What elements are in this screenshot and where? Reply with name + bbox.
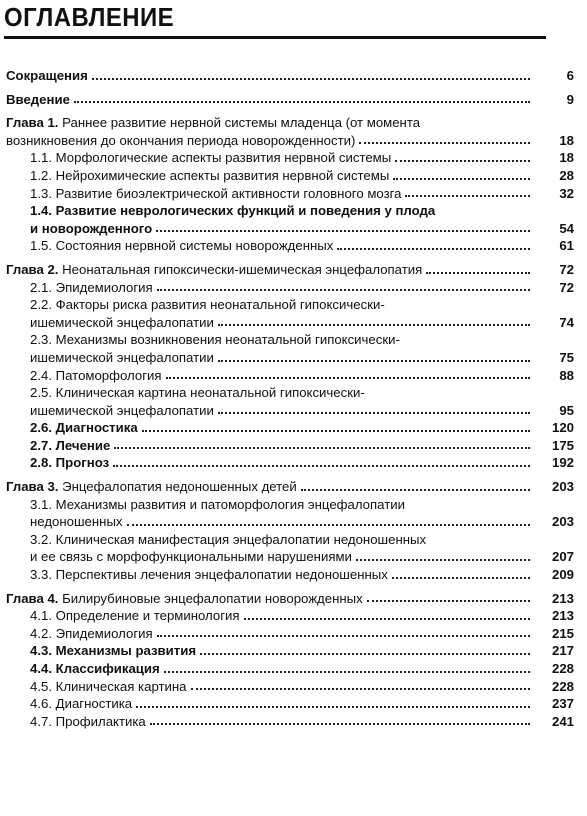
entry-title-line: 1.1. Морфологические аспекты развития нервной системы (30, 150, 392, 166)
page-number: 28 (559, 167, 574, 183)
toc-section-entry[interactable] (6, 695, 574, 713)
heading-rule (4, 36, 546, 39)
leader-dots (218, 411, 530, 414)
entry-title-line: 2.5. Клиническая картина неонатальной гипоксически- (30, 385, 365, 401)
page-number: 54 (559, 220, 574, 236)
entry-title-line: 4.6. Диагностика (30, 696, 133, 712)
leader-dots (113, 464, 530, 467)
entry-title-line: Раннее развитие нервной системы младенца (от момента (62, 115, 421, 131)
page-number: 207 (551, 549, 574, 565)
page-number: 213 (551, 608, 574, 624)
entry-title-line: 2.3. Механизмы возникновения неонатальной гипоксически- (30, 332, 400, 348)
toc-chapter-entry[interactable] (6, 590, 574, 608)
entry-title-line: ишемической энцефалопатии (30, 314, 214, 330)
leader-dots (127, 523, 530, 526)
entry-title-line: 4.5. Клиническая картина (30, 678, 187, 694)
entry-title-line: 1.2. Нейрохимические аспекты развития нервной системы (30, 167, 390, 183)
page-number: 213 (551, 590, 574, 606)
entry-title-line: 2.7. Лечение (30, 437, 111, 453)
toc-section-entry[interactable] (6, 149, 574, 167)
page-number: 74 (559, 314, 574, 330)
leader-dots (367, 599, 530, 602)
toc-section-entry[interactable] (6, 607, 574, 625)
page-number: 120 (551, 420, 574, 436)
leader-dots (395, 159, 530, 162)
entry-title-line: 4.4. Классификация (30, 661, 160, 676)
toc-section-entry[interactable] (6, 678, 574, 696)
toc-section-entry[interactable] (6, 367, 574, 385)
page-number: 209 (551, 567, 574, 583)
leader-dots (426, 271, 530, 274)
leader-dots (405, 194, 530, 197)
page-number: 228 (551, 661, 574, 676)
leader-dots (244, 617, 530, 620)
page-number: 237 (551, 696, 574, 712)
toc-section-entry[interactable] (6, 419, 574, 437)
page-number: 192 (551, 455, 574, 471)
page-number: 228 (551, 678, 574, 694)
leader-dots (218, 359, 530, 362)
entry-title-line: 2.1. Эпидемиология (30, 279, 153, 295)
toc-chapter-entry[interactable] (6, 261, 574, 279)
page-number: 72 (559, 261, 574, 277)
page-number: 88 (559, 367, 574, 383)
page-number: 61 (559, 238, 574, 254)
page-number: 18 (559, 132, 574, 148)
page-number: 175 (551, 437, 574, 453)
page-number: 203 (551, 514, 574, 530)
entry-title-line: 3.3. Перспективы лечения энцефалопатии недоношенных (30, 567, 388, 583)
leader-dots (157, 288, 530, 291)
entry-title-line: 2.8. Прогноз (30, 455, 110, 471)
entry-title-line: 2.6. Диагностика (30, 420, 138, 436)
toc-section-entry[interactable] (6, 713, 574, 731)
entry-title-line: 4.1. Определение и терминология (30, 608, 240, 624)
leader-dots (359, 141, 530, 144)
leader-dots (166, 376, 530, 379)
leader-dots (337, 247, 530, 250)
leader-dots (157, 634, 530, 637)
entry-title-line: ишемической энцефалопатии (30, 402, 214, 418)
entry-title-line: 1.5. Состояния нервной системы новорожденных (30, 238, 334, 254)
toc-section-entry[interactable] (6, 566, 574, 584)
toc-section-entry[interactable] (6, 660, 574, 678)
page-number: 18 (559, 150, 574, 166)
leader-dots (191, 687, 530, 690)
toc-entry[interactable] (6, 67, 574, 85)
entry-title-line: недоношенных (30, 514, 123, 530)
chapter-label: Глава 1. (6, 115, 63, 131)
entry-title-line: 1.4. Развитие неврологических функций и поведения у плода (30, 203, 436, 219)
page-number: 203 (551, 479, 574, 495)
entry-title-line: 4.2. Эпидемиология (30, 625, 153, 641)
toc-section-entry[interactable] (6, 296, 574, 331)
leader-dots (156, 229, 530, 232)
entry-title-line: возникновения до окончания периода новорожденности) (6, 132, 356, 148)
leader-dots (74, 100, 530, 103)
toc-section-entry[interactable] (6, 384, 574, 419)
toc-section-entry[interactable] (6, 331, 574, 366)
leader-dots (301, 488, 530, 491)
page-number: 32 (559, 185, 574, 201)
toc-section-entry[interactable] (6, 642, 574, 660)
page-number: 9 (566, 91, 574, 107)
entry-title-line: 2.2. Факторы риска развития неонатальной гипоксически- (30, 297, 385, 313)
page-number: 75 (559, 349, 574, 365)
leader-dots (114, 446, 530, 449)
leader-dots (136, 705, 530, 708)
entry-title-line: и новорожденного (30, 220, 153, 236)
toc-chapter-entry[interactable] (6, 478, 574, 496)
leader-dots (92, 77, 530, 80)
entry-title-line: Билирубиновые энцефалопатии новорожденных (62, 590, 363, 606)
leader-dots (356, 558, 530, 561)
entry-title-line: Сокращения (6, 68, 88, 83)
entry-title-line: Энцефалопатия недоношенных детей (62, 479, 297, 495)
leader-dots (142, 429, 530, 432)
toc-section-entry[interactable] (6, 185, 574, 203)
toc-section-entry[interactable] (6, 202, 574, 237)
leader-dots (150, 722, 530, 725)
entry-title-line: Неонатальная гипоксически-ишемическая энцефалопатия (62, 261, 423, 277)
entry-title-line: 3.1. Механизмы развития и патоморфология энцефалопатии (30, 496, 405, 512)
page-number: 95 (559, 402, 574, 418)
page-number: 215 (551, 625, 574, 641)
leader-dots (164, 670, 530, 673)
chapter-label: Глава 4. (6, 590, 63, 606)
leader-dots (393, 177, 530, 180)
chapter-label: Глава 2. (6, 261, 63, 277)
toc-section-entry[interactable] (6, 279, 574, 297)
entry-title-line: ишемической энцефалопатии (30, 349, 214, 365)
toc-entry[interactable] (6, 91, 574, 109)
chapter-label: Глава 3. (6, 479, 63, 495)
page-title: ОГЛАВЛЕНИЕ (4, 2, 175, 32)
entry-title-line: 3.2. Клиническая манифестация энцефалопатии недоношенных (30, 531, 427, 547)
toc-section-entry[interactable] (6, 167, 574, 185)
toc-section-entry[interactable] (6, 625, 574, 643)
leader-dots (200, 652, 530, 655)
entry-title-line: и ее связь с морфофункциональными нарушениями (30, 549, 352, 565)
page-number: 6 (566, 68, 574, 83)
toc-section-entry[interactable] (6, 531, 574, 566)
toc-section-entry[interactable] (6, 454, 574, 472)
leader-dots (218, 323, 530, 326)
toc-chapter-entry[interactable] (6, 114, 574, 149)
entry-title-line: 1.3. Развитие биоэлектрической активности головного мозга (30, 185, 402, 201)
entry-title-line: Введение (6, 91, 70, 107)
toc-section-entry[interactable] (6, 437, 574, 455)
table-of-contents (6, 67, 574, 730)
entry-title-line: 4.7. Профилактика (30, 713, 146, 729)
entry-title-line: 2.4. Патоморфология (30, 367, 162, 383)
page-number: 241 (551, 713, 574, 729)
entry-title-line: 4.3. Механизмы развития (30, 643, 197, 659)
toc-section-entry[interactable] (6, 496, 574, 531)
page-number: 72 (559, 279, 574, 295)
toc-section-entry[interactable] (6, 237, 574, 255)
page-number: 217 (551, 643, 574, 659)
leader-dots (392, 576, 530, 579)
